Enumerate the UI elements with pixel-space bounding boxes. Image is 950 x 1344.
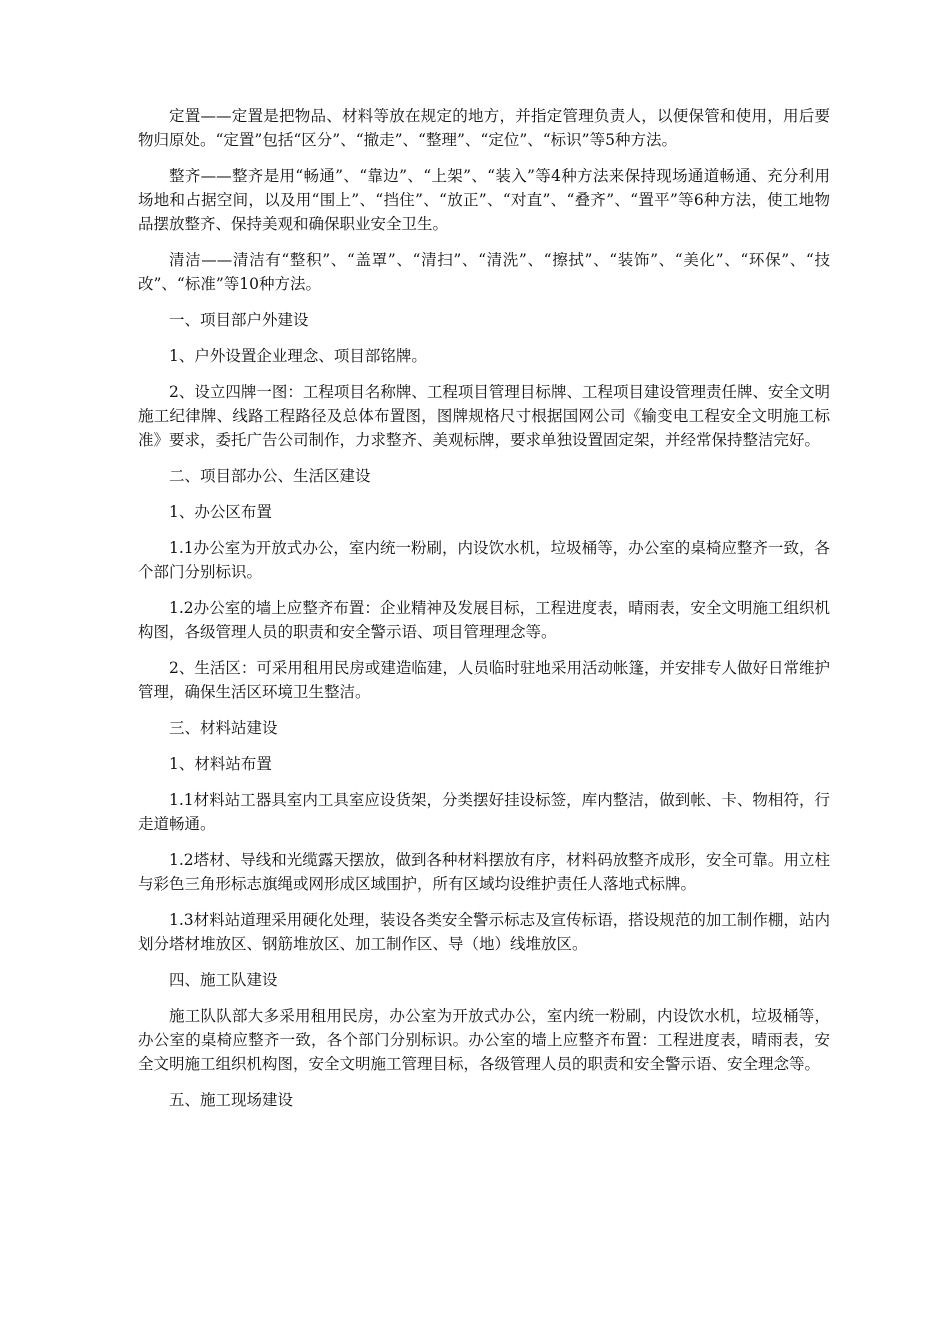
section-heading-2: 二、项目部办公、生活区建设 bbox=[169, 467, 371, 485]
paragraph-living-area: 2、生活区：可采用租用民房或建造临建，人员临时驻地采用活动帐篷，并安排专人做好日常维护管理，确保生活区环境卫生整洁。 bbox=[138, 659, 830, 701]
section-heading-4: 四、施工队建设 bbox=[169, 971, 278, 989]
paragraph-dingzhi: 定置——定置是把物品、材料等放在规定的地方，并指定管理负责人，以便保管和使用，用后要物归原处。“定置”包括“区分”、“撤走”、“整理”、“定位”、“标识”等5种方法。 bbox=[138, 107, 830, 149]
paragraph-qingjie: 清洁——清洁有“整积”、“盖罩”、“清扫”、“清洗”、“擦拭”、“装饰”、“美化”、“环保”、“技改”、“标准”等10种方法。 bbox=[138, 251, 830, 293]
subheading-office-area: 1、办公区布置 bbox=[169, 503, 272, 521]
paragraph-zhengqi: 整齐——整齐是用“畅通”、“靠边”、“上架”、“装入”等4种方法来保持现场通道畅通、充分利用场地和占据空间，以及用“围上”、“挡住”、“放正”、“对直”、“叠齐”、“置平”等6种方法，使工地物品摆放整齐、保持美观和确保职业安全卫生。 bbox=[138, 167, 830, 233]
section-heading-3: 三、材料站建设 bbox=[169, 719, 278, 737]
paragraph-1-1-tool-room: 1.1材料站工器具室内工具室应设货架，分类摆好挂设标签，库内整洁，做到帐、卡、物相符，行走道畅通。 bbox=[138, 791, 830, 833]
section-heading-5: 五、施工现场建设 bbox=[169, 1091, 294, 1109]
item-1-outdoor-signs: 1、户外设置企业理念、项目部铭牌。 bbox=[169, 347, 427, 365]
subheading-material-station: 1、材料站布置 bbox=[169, 755, 272, 773]
paragraph-1-3-road: 1.3材料站道理采用硬化处理，装设各类安全警示标志及宣传标语，搭设规范的加工制作棚，站内划分塔材堆放区、钢筋堆放区、加工制作区、导（地）线堆放区。 bbox=[138, 911, 830, 953]
section-heading-1: 一、项目部户外建设 bbox=[169, 311, 309, 329]
paragraph-four-signs-one-map: 2、设立四牌一图：工程项目名称牌、工程项目管理目标牌、工程项目建设管理责任牌、安全文明施工纪律牌、线路工程路径及总体布置图，图牌规格尺寸根据国网公司《输变电工程安全文明施工标准》要求，委托广告公司制作，力求整齐、美观标牌，要求单独设置固定架，并经常保持整洁完好。 bbox=[138, 383, 830, 449]
document-page bbox=[138, 104, 830, 1124]
paragraph-1-1-office: 1.1办公室为开放式办公，室内统一粉刷，内设饮水机，垃圾桶等，办公室的桌椅应整齐一致，各个部门分别标识。 bbox=[138, 539, 830, 581]
paragraph-construction-team: 施工队队部大多采用租用民房，办公室为开放式办公，室内统一粉刷，内设饮水机，垃圾桶等，办公室的桌椅应整齐一致，各个部门分别标识。办公室的墙上应整齐布置：工程进度表，晴雨表，安全文明施工组织机构图，安全文明施工管理目标，各级管理人员的职责和安全警示语、安全理念等。 bbox=[138, 1007, 830, 1073]
paragraph-1-2-office-wall: 1.2办公室的墙上应整齐布置：企业精神及发展目标，工程进度表，晴雨表，安全文明施工组织机构图，各级管理人员的职责和安全警示语、项目管理理念等。 bbox=[138, 599, 830, 641]
paragraph-1-2-open-storage: 1.2塔材、导线和光缆露天摆放，做到各种材料摆放有序，材料码放整齐成形，安全可靠。用立柱与彩色三角形标志旗绳或网形成区域围护，所有区域均设维护责任人落地式标牌。 bbox=[138, 851, 830, 893]
